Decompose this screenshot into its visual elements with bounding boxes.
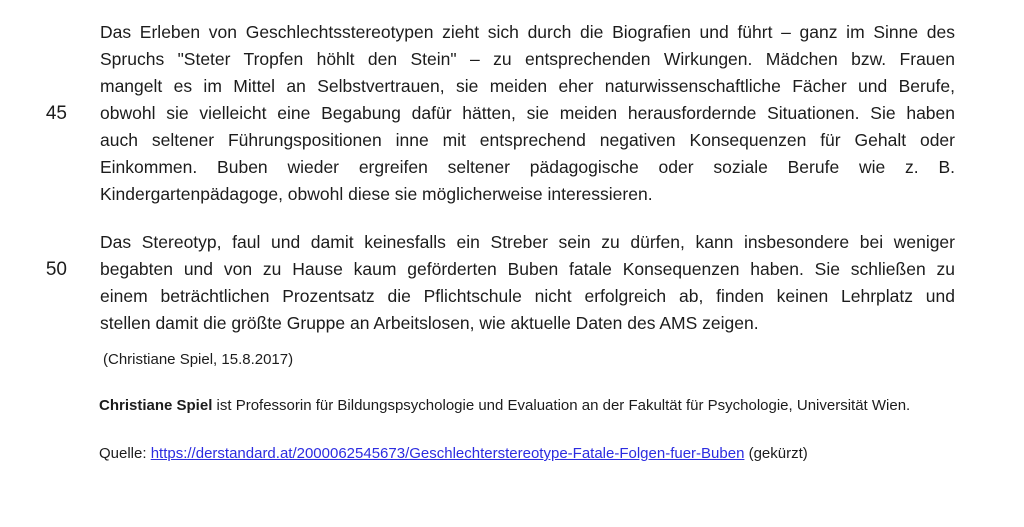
line-number-45: 45 <box>45 103 67 124</box>
text-line: Das Stereotyp, faul und damit keinesfalls ein Streber sein zu dürfen, kann insbesondere bei weniger <box>100 232 955 252</box>
paragraph-2 <box>45 229 955 337</box>
text-line: begabten und von zu Hause kaum geförderten Buben fatale Konsequenzen haben. Sie schließen zu <box>100 259 955 279</box>
author-bio <box>99 396 910 415</box>
text-line: Spruchs "Steter Tropfen höhlt den Stein" – zu entsprechenden Wirkungen. Mädchen bzw. Frauen <box>100 49 955 69</box>
text-line: auch seltener Führungspositionen inne mit entsprechend negativen Konsequenzen für Gehalt oder <box>100 130 955 150</box>
source-link[interactable]: https://derstandard.at/2000062545673/Geschlechterstereotype-Fatale-Folgen-fuer-Buben <box>150 445 745 462</box>
line-number-50: 50 <box>45 259 67 280</box>
text-line: mangelt es im Mittel an Selbstvertrauen, sie meiden eher naturwissenschaftliche Fächer und Berufe, <box>100 76 955 96</box>
text-line: obwohl sie vielleicht eine Begabung dafür hätten, sie meiden herausfordernde Situationen. Sie haben <box>100 103 955 123</box>
text-line: stellen damit die größte Gruppe an Arbeitslosen, wie aktuelle Daten des AMS zeigen. <box>100 313 759 333</box>
text-line: Kindergartenpädagoge, obwohl diese sie möglicherweise interessieren. <box>100 184 653 204</box>
text-line: einem beträchtlichen Prozentsatz die Pflichtschule nicht erfolgreich ab, finden keinen Lehrplatz und <box>100 286 955 306</box>
paragraph-1 <box>45 19 955 208</box>
source <box>99 444 808 463</box>
author-bio-text: ist Professorin für Bildungspsychologie und Evaluation an der Fakultät für Psychologie, Universität Wien. <box>212 397 911 414</box>
text-line: Einkommen. Buben wieder ergreifen seltener pädagogische oder soziale Berufe wie z. B. <box>100 157 955 177</box>
citation: (Christiane Spiel, 15.8.2017) <box>103 351 294 368</box>
source-label: Quelle: <box>99 445 151 462</box>
source-suffix: (gekürzt) <box>744 445 808 462</box>
text-line: Das Erleben von Geschlechtsstereotypen zieht sich durch die Biografien und führt – ganz im Sinne des <box>100 22 955 42</box>
author-name: Christiane Spiel <box>99 397 213 414</box>
text-body <box>45 19 955 337</box>
